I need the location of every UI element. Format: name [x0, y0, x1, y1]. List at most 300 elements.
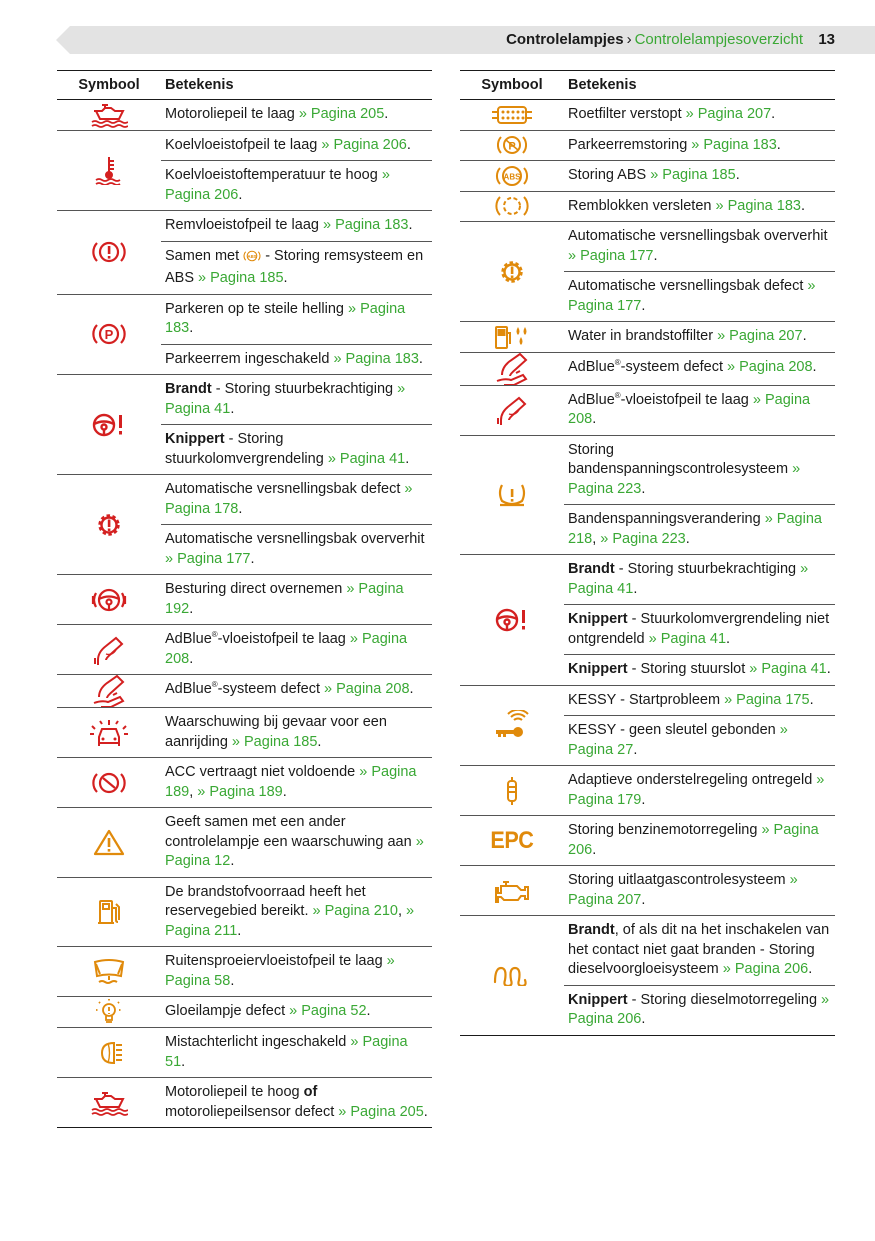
description: Koelvloeistoftemperatuur te hoog [165, 167, 382, 183]
water-in-fuel-icon [460, 322, 564, 352]
table-row [57, 1078, 432, 1127]
meaning-cell [161, 708, 432, 757]
tire-pressure-icon [460, 436, 564, 555]
brake-warning-icon [57, 211, 161, 294]
header-symbol: Symbool [78, 77, 140, 93]
meaning-text [564, 504, 835, 554]
page-reference-link[interactable]: » Pagina 183 [165, 300, 406, 336]
punctuation: . [423, 1103, 428, 1120]
table-row [460, 916, 835, 1035]
table-row [460, 100, 835, 131]
description: - Storing stuurbekrachtiging [614, 561, 801, 577]
table-row [460, 131, 835, 162]
description: Koelvloeistofpeil te laag [165, 136, 322, 153]
meaning-text [564, 222, 835, 271]
meaning-text [161, 424, 432, 474]
description: - Storing stuurbekrachtiging [211, 381, 398, 397]
breadcrumb-separator: › [626, 31, 632, 48]
description: Motoroliepeil te laag [165, 106, 299, 122]
punctuation: . [592, 411, 597, 427]
brake-pad-icon [460, 192, 564, 222]
meaning-cell [161, 1078, 432, 1127]
meaning-text [161, 947, 432, 996]
description: Remvloeistofpeil te laag [165, 217, 323, 233]
description: Besturing direct overnemen [165, 581, 347, 597]
punctuation: . [189, 320, 194, 336]
meaning-text [161, 878, 432, 947]
meaning-cell [161, 758, 432, 807]
fuel-reserve-icon [57, 878, 161, 947]
emphasis: of [303, 1084, 318, 1100]
suspension-icon [460, 766, 564, 815]
table-row [460, 555, 835, 686]
meaning-text [564, 686, 835, 716]
description: - Stuurkolomvergrendeling niet ontgrendeld [568, 611, 830, 647]
punctuation: . [726, 630, 731, 647]
punctuation: . [633, 580, 638, 597]
meaning-text [564, 131, 835, 161]
page-reference-link[interactable]: » Pagina 41 [165, 381, 406, 417]
meaning-cell [564, 686, 835, 766]
punctuation: . [641, 297, 646, 314]
punctuation: . [405, 450, 410, 467]
table-row [460, 866, 835, 916]
table-row [460, 222, 835, 322]
washer-fluid-icon [57, 947, 161, 996]
meaning-cell [564, 916, 835, 1035]
page-reference-link[interactable]: » Pagina 207 [685, 106, 772, 122]
meaning-cell [161, 1028, 432, 1077]
meaning-cell [161, 295, 432, 375]
description: Gloeilampje defect [165, 1003, 290, 1019]
table-row [460, 436, 835, 556]
description-continued: -systeem defect [620, 358, 728, 375]
punctuation: . [250, 550, 255, 567]
page-reference-link[interactable]: » Pagina 178 [165, 481, 413, 517]
state-label: Brandt [568, 922, 615, 938]
table-row [57, 878, 432, 948]
page-reference-link[interactable]: » Pagina 41 [749, 661, 827, 677]
punctuation: . [641, 480, 646, 497]
punctuation: . [802, 328, 807, 344]
punctuation: . [408, 217, 413, 233]
table-row [57, 131, 432, 212]
meaning-text [161, 475, 432, 524]
svg-text:ABS: ABS [503, 172, 521, 182]
table-row [460, 161, 835, 192]
description: Parkeerrem ingeschakeld [165, 350, 334, 367]
page-reference-link[interactable]: » Pagina 206 [165, 167, 390, 203]
page-reference-link[interactable]: » Pagina 206 [568, 822, 819, 858]
meaning-cell [564, 192, 835, 222]
meaning-text [564, 386, 835, 435]
adblue-defect-icon [57, 675, 161, 707]
meaning-text [161, 758, 432, 807]
page-reference-link[interactable]: » Pagina 205 [338, 1103, 424, 1120]
description: Motoroliepeil te hoog [165, 1084, 304, 1100]
page-reference-link[interactable]: » Pagina 192 [165, 581, 404, 617]
meaning-text [564, 866, 835, 915]
description: KESSY - Startprobleem [568, 691, 725, 708]
meaning-text [161, 997, 432, 1027]
description: Automatische versnellingsbak defect [568, 278, 808, 294]
page-reference-link[interactable]: » Pagina 183 [715, 197, 801, 214]
meaning-cell [564, 100, 835, 130]
table-row [57, 625, 432, 675]
page-reference-link[interactable]: » Pagina 185 [231, 733, 318, 750]
punctuation: . [641, 891, 646, 908]
table-row [57, 475, 432, 575]
page-reference-link[interactable]: » Pagina 177 [568, 278, 816, 314]
header-symbol: Symbool [481, 77, 543, 93]
coolant-icon [57, 131, 161, 211]
meaning-text [161, 708, 432, 757]
svg-text:P: P [508, 140, 516, 153]
page-reference-link[interactable]: » Pagina 189 [197, 783, 283, 800]
meaning-text [564, 436, 835, 505]
meaning-text [161, 1078, 432, 1127]
description: Waarschuwing bij gevaar voor een aanrijding [165, 714, 387, 750]
meaning-cell [564, 386, 835, 435]
meaning-text [161, 1028, 432, 1077]
punctuation: . [384, 106, 389, 122]
description: , of als dit na het inschakelen van het contact niet gaat branden - Storing dieselvoorgloeisysteem [568, 922, 830, 977]
meaning-cell [161, 625, 432, 674]
abs-icon [460, 161, 564, 191]
registered-mark: ® [614, 390, 621, 400]
gearbox-gear-icon [57, 475, 161, 574]
meaning-text [564, 816, 835, 865]
parking-brake-icon [57, 295, 161, 375]
meaning-text [161, 131, 432, 161]
state-label: Knippert [568, 991, 628, 1008]
table-row [460, 686, 835, 767]
description: Roetfilter verstopt [568, 106, 686, 122]
punctuation: . [230, 853, 235, 869]
punctuation: . [653, 247, 658, 264]
page-reference-link[interactable]: » Pagina 175 [724, 691, 810, 708]
meaning-cell [564, 555, 835, 685]
page-reference-link[interactable]: » Pagina 223 [568, 461, 801, 497]
page-reference-link[interactable]: » Pagina 206 [321, 136, 407, 153]
meaning-cell [564, 766, 835, 815]
oil-level-icon [57, 100, 161, 130]
glow-plug-icon [460, 916, 564, 1035]
meaning-cell [161, 375, 432, 474]
page-reference-link[interactable]: » Pagina 41 [327, 450, 406, 467]
table-row [57, 211, 432, 295]
meaning-text [161, 675, 432, 705]
page-reference-link[interactable]: » Pagina 177 [568, 247, 654, 264]
description-continued: motoroliepeilsensor defect [165, 1103, 339, 1120]
page-reference-link[interactable]: » Pagina 189 [165, 764, 417, 800]
page-reference-link[interactable]: » Pagina 207 [568, 872, 798, 908]
page-reference-link[interactable]: » Pagina 206 [722, 961, 809, 977]
description: Storing bandenspanningscontrolesysteem [568, 441, 793, 477]
separator: , [592, 530, 601, 547]
description: Automatische versnellingsbak oververhit [165, 531, 425, 547]
page-reference-link[interactable]: » Pagina 185 [198, 270, 284, 286]
description: - Storing dieselmotorregeling [627, 991, 822, 1008]
table-header [460, 71, 835, 100]
meaning-cell [564, 322, 835, 352]
warning-triangle-icon [57, 808, 161, 877]
punctuation: . [189, 600, 194, 617]
punctuation: . [826, 661, 831, 677]
meaning-cell [161, 947, 432, 996]
punctuation: . [809, 691, 814, 708]
svg-text:ABS: ABS [247, 253, 257, 259]
page-reference-link[interactable]: » Pagina 51 [165, 1034, 408, 1070]
punctuation: . [406, 136, 411, 153]
punctuation: . [238, 500, 243, 517]
page-reference-link[interactable]: » Pagina 12 [165, 833, 424, 869]
meaning-text [564, 766, 835, 815]
page-number: 13 [818, 31, 835, 48]
punctuation: . [230, 400, 235, 417]
separator: , [397, 903, 407, 919]
page-reference-link[interactable]: » Pagina 210 [312, 903, 398, 919]
punctuation: . [181, 1053, 186, 1070]
meaning-text [564, 100, 835, 130]
meaning-cell [564, 353, 835, 385]
punctuation: . [282, 783, 287, 800]
warning-lights-table-left [57, 70, 432, 1128]
description: Ruitensproeiervloeistofpeil te laag [165, 953, 387, 969]
description: Bandenspanningsverandering [568, 511, 765, 527]
description-continued: -systeem defect [217, 681, 325, 697]
punctuation: . [800, 197, 805, 214]
page-reference-link[interactable]: » Pagina 179 [568, 772, 825, 808]
page-reference-link[interactable]: » Pagina 183 [691, 136, 777, 153]
punctuation: . [592, 841, 597, 858]
table-row [57, 575, 432, 625]
table-row [57, 947, 432, 997]
meaning-cell [161, 131, 432, 211]
punctuation: . [238, 186, 243, 203]
punctuation: . [633, 741, 638, 758]
punctuation: . [776, 136, 781, 153]
description: Automatische versnellingsbak defect [165, 481, 405, 497]
rear-fog-light-icon [57, 1028, 161, 1077]
svg-text:P: P [104, 327, 114, 343]
epc-label: EPC [490, 826, 534, 854]
meaning-text [564, 654, 835, 685]
description: Parkeerremstoring [568, 136, 692, 153]
description-continued: -vloeistofpeil te laag [620, 391, 753, 408]
table-row [460, 386, 835, 436]
warning-lights-table-right [460, 70, 835, 1036]
meaning-text [564, 715, 835, 765]
meaning-text [564, 353, 835, 383]
description: - Storing stuurslot [627, 661, 750, 677]
meaning-text [564, 985, 835, 1035]
meaning-cell [161, 211, 432, 294]
description-continued: - Storing remsysteem en ABS [165, 247, 424, 286]
description: De brandstofvoorraad heeft het reservegebied bereikt. [165, 883, 366, 919]
punctuation: . [771, 106, 776, 122]
page-reference-link[interactable]: » Pagina 208 [568, 391, 811, 427]
breadcrumb-subsection: Controlelampjesoverzicht [634, 31, 803, 48]
meaning-text [161, 524, 432, 574]
gearbox-gear-icon [460, 222, 564, 321]
meaning-text [564, 271, 835, 321]
meaning-text [161, 375, 432, 424]
table-row [460, 816, 835, 866]
punctuation: . [409, 681, 414, 697]
page-reference-link[interactable]: » Pagina 58 [165, 953, 395, 989]
separator: , [189, 783, 198, 800]
page-reference-link[interactable]: » Pagina 185 [650, 167, 736, 183]
description: AdBlue [568, 391, 615, 408]
meaning-text [161, 808, 432, 877]
meaning-cell [161, 878, 432, 947]
breadcrumb [506, 31, 803, 49]
steering-wheel-warning-icon [460, 555, 564, 685]
page-reference-link[interactable]: » Pagina 208 [727, 358, 813, 375]
adblue-defect-icon [460, 353, 564, 385]
punctuation: . [808, 961, 813, 977]
registered-mark: ® [211, 680, 218, 690]
meaning-text [161, 575, 432, 624]
adblue-level-icon [460, 386, 564, 435]
meaning-cell [161, 997, 432, 1027]
table-row [57, 675, 432, 708]
description: Geeft samen met een ander controlelampje een waarschuwing aan [165, 814, 416, 850]
description: Storing benzinemotorregeling [568, 822, 762, 838]
description: KESSY - geen sleutel gebonden [568, 722, 780, 738]
page-reference-link[interactable]: » Pagina 205 [298, 106, 385, 122]
description: Samen met [165, 247, 244, 264]
meaning-cell [161, 100, 432, 130]
table-header [57, 71, 432, 100]
bulb-defect-icon [57, 997, 161, 1027]
table-row [57, 100, 432, 131]
table-row [460, 353, 835, 386]
punctuation: . [685, 530, 690, 547]
collision-warning-icon [57, 708, 161, 757]
meaning-text [161, 100, 432, 130]
punctuation: . [641, 791, 646, 808]
page-reference-link[interactable]: » Pagina 183 [322, 217, 409, 233]
punctuation: . [812, 358, 817, 375]
meaning-cell [161, 475, 432, 574]
description: Remblokken versleten [568, 197, 716, 214]
registered-mark: ® [211, 630, 218, 640]
state-label: Knippert [165, 431, 225, 447]
meaning-text [161, 241, 432, 294]
meaning-cell [564, 866, 835, 915]
meaning-cell [161, 675, 432, 707]
table-row [57, 375, 432, 475]
table-row [57, 758, 432, 808]
description: AdBlue [165, 681, 212, 697]
description: AdBlue [165, 631, 212, 647]
table-row [57, 808, 432, 878]
state-label: Brandt [568, 561, 615, 577]
engine-icon [460, 866, 564, 915]
punctuation: . [317, 733, 322, 750]
page-reference-link[interactable]: » Pagina 208 [165, 631, 408, 667]
description: Storing uitlaatgascontrolesysteem [568, 872, 790, 888]
meaning-text [161, 625, 432, 674]
description: Automatische versnellingsbak oververhit [568, 228, 828, 244]
state-label: Brandt [165, 381, 212, 397]
header-meaning: Betekenis [568, 77, 637, 93]
page-reference-link[interactable]: » Pagina 177 [165, 550, 251, 567]
punctuation: . [735, 167, 740, 183]
meaning-cell [564, 161, 835, 191]
meaning-cell [564, 222, 835, 321]
page-reference-link[interactable]: » Pagina 208 [324, 681, 410, 697]
meaning-cell [564, 436, 835, 555]
page-reference-link[interactable]: » Pagina 211 [165, 903, 415, 939]
description: Water in brandstoffilter [568, 328, 718, 344]
table-row [57, 1028, 432, 1078]
punctuation: . [189, 650, 194, 667]
particle-filter-icon [460, 100, 564, 130]
meaning-text [564, 192, 835, 222]
registered-mark: ® [614, 357, 621, 367]
meaning-text [564, 604, 835, 654]
meaning-text [161, 295, 432, 344]
table-row [460, 766, 835, 816]
table-row [57, 708, 432, 758]
punctuation: . [366, 1003, 371, 1019]
table-row [57, 295, 432, 376]
meaning-text [161, 344, 432, 375]
meaning-cell [564, 131, 835, 161]
page-reference-link[interactable]: » Pagina 207 [717, 328, 803, 344]
punctuation: . [283, 270, 288, 286]
table-row [57, 997, 432, 1028]
meaning-text [161, 211, 432, 241]
punctuation: . [237, 922, 242, 939]
breadcrumb-section: Controlelampjes [506, 31, 624, 48]
meaning-text [564, 555, 835, 604]
page-reference-link[interactable]: » Pagina 206 [568, 991, 830, 1027]
meaning-text [564, 161, 835, 191]
state-label: Knippert [568, 611, 628, 627]
punctuation: . [230, 972, 235, 989]
header-meaning: Betekenis [165, 77, 234, 93]
description: Mistachterlicht ingeschakeld [165, 1034, 351, 1050]
page-reference-link[interactable]: » Pagina 41 [648, 630, 727, 647]
state-label: Knippert [568, 661, 628, 677]
table-row [460, 192, 835, 223]
meaning-cell [161, 575, 432, 624]
steering-wheel-warning-icon [57, 375, 161, 474]
oil-level-icon [57, 1078, 161, 1127]
meaning-text [161, 160, 432, 210]
description: ACC vertraagt niet voldoende [165, 764, 360, 780]
description: AdBlue [568, 358, 615, 375]
table-row [460, 322, 835, 353]
meaning-cell [161, 808, 432, 877]
page-reference-link[interactable]: » Pagina 27 [568, 722, 788, 758]
meaning-text [564, 322, 835, 352]
punctuation: . [641, 1011, 646, 1027]
page-reference-link[interactable]: » Pagina 218 [568, 511, 822, 547]
description-continued: -vloeistofpeil te laag [217, 631, 350, 647]
meaning-cell [564, 816, 835, 865]
page-reference-link[interactable]: » Pagina 223 [600, 530, 686, 547]
page-reference-link[interactable]: » Pagina 183 [333, 350, 419, 367]
description: Parkeren op te steile helling [165, 300, 348, 317]
page-reference-link[interactable]: » Pagina 52 [289, 1003, 367, 1019]
page-reference-link[interactable]: » Pagina 41 [568, 561, 809, 597]
punctuation: . [418, 350, 423, 367]
